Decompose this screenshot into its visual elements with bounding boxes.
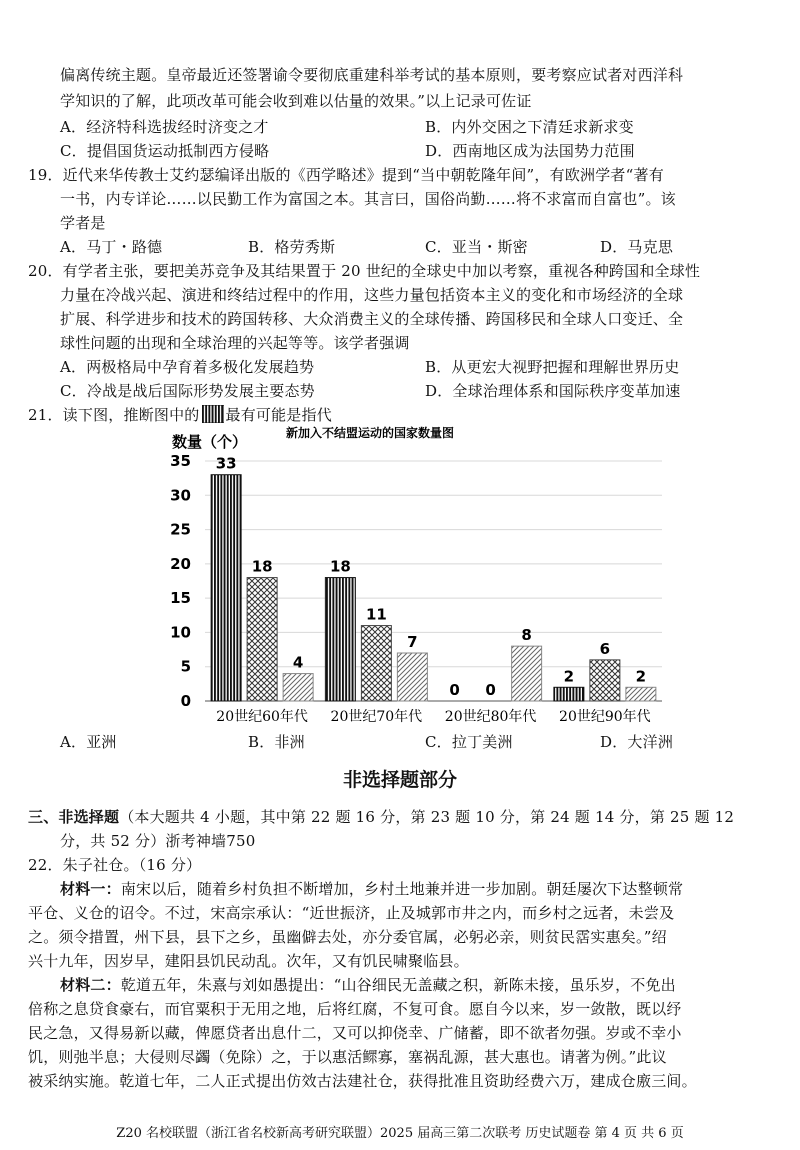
q22-material-2-line-3: 民之急，又得易新以藏，俾愿贷者出息什二，又可以抑侥幸、广储蓄，即不欲者勿强。岁或不幸小	[28, 1024, 682, 1042]
q22-material-1-line-4: 兴十九年，因岁早，建阳县饥民动乱。次年，又有饥民啸聚临县。	[28, 952, 469, 970]
bar-vertical-stripes	[554, 687, 584, 701]
bar-chart	[150, 425, 670, 730]
y-tick-label: 20	[170, 554, 191, 573]
bar-diagonal	[512, 646, 542, 701]
x-category-label: 20世纪90年代	[559, 709, 651, 725]
q21-option-c: C．拉丁美洲	[425, 733, 513, 751]
q22-title: 22．朱子社仓。（16 分）	[28, 856, 202, 874]
material-1-label: 材料一：	[60, 880, 121, 898]
q18-option-c: C．提倡国货运动抵制西方侵略	[60, 142, 270, 160]
material-2-text-1: 乾道五年，朱熹与刘如愚提出：“山谷细民无盖藏之积，新陈未接，虽乐岁，不免出	[120, 976, 676, 994]
section-desc-line-2: 分，共 52 分）浙考神墙750	[60, 832, 256, 850]
chart-title: 新加入不结盟运动的国家数量图	[285, 426, 455, 440]
q20-option-d: D．全球治理体系和国际秩序变革加速	[425, 382, 681, 400]
q19-option-b: B．格劳秀斯	[248, 238, 336, 256]
bar-crosshatch	[361, 626, 391, 701]
bar-vertical-stripes	[325, 578, 355, 701]
bar-value-label: 0	[449, 681, 460, 699]
bar-vertical-stripes	[211, 475, 241, 701]
y-tick-label: 0	[180, 692, 191, 710]
section-title: 非选择题部分	[342, 769, 457, 791]
bar-diagonal	[397, 653, 427, 701]
x-category-label: 20世纪70年代	[330, 709, 423, 725]
q19-line-2: 一书，内专详论……以民勤工作为富国之本。其言曰，国俗尚勤……将不求富而自富也”。该	[60, 190, 676, 208]
q22-material-2-line-1	[60, 974, 676, 996]
q21-option-a: A．亚洲	[60, 733, 117, 751]
bar-value-label: 0	[485, 681, 496, 699]
chart-y-axis-label: 数量（个）	[172, 433, 248, 451]
q20-line-3: 扩展、科学进步和技术的跨国转移、大众消费主义的全球传播、跨国移民和全球人口变迁、全	[60, 310, 684, 328]
q18-option-a: A．经济特科选拔经时济变之才	[60, 118, 269, 136]
q21-stem-pre: 21．读下图，推断图中的	[28, 406, 200, 424]
q22-material-1-line-2: 平仓、义仓的诏令。不过，宋高宗承认：“近世振济，止及城郭市井之内，而乡村之远者，未尝及	[28, 904, 675, 922]
vertical-stripe-swatch-icon	[202, 405, 224, 423]
y-tick-label: 30	[170, 486, 191, 505]
bar-crosshatch	[590, 660, 620, 701]
q20-option-a: A．两极格局中孕育着多极化发展趋势	[60, 358, 315, 376]
bar-value-label: 18	[329, 557, 351, 576]
bar-value-label: 7	[407, 633, 418, 651]
bar-value-label: 33	[215, 454, 237, 473]
q22-material-2-line-5: 被采纳实施。乾道七年，二人正式提出仿效古法建社仓，获得批准且资助经费六万，建成仓廒三间。	[28, 1072, 697, 1090]
bar-diagonal	[626, 687, 656, 701]
q19-option-c: C．亚当・斯密	[425, 238, 528, 256]
x-category-label: 20世纪60年代	[216, 709, 308, 725]
q19-line-1: 19．近代来华传教士艾约瑟编译出版的《西学略述》提到“当中朝乾隆年间”，有欧洲学者“著有	[28, 166, 664, 184]
q19-line-3: 学者是	[60, 214, 106, 232]
material-2-label: 材料二：	[60, 976, 121, 994]
q20-option-c: C．冷战是战后国际形势发展主要态势	[60, 382, 315, 400]
intro-line-2: 学知识的了解，此项改革可能会收到难以估量的效果。”以上记录可佐证	[60, 92, 532, 110]
q22-material-1-line-3: 之。须令措置，州下县，县下之乡，虽幽僻去处，亦分委官属，必躬必亲，则贫民霑实惠矣。”绍	[28, 928, 667, 946]
y-tick-label: 5	[180, 657, 191, 676]
bar-value-label: 2	[635, 667, 647, 686]
section-desc-line-1	[28, 806, 734, 828]
bar-diagonal	[283, 674, 313, 701]
q20-option-b: B．从更宏大视野把握和理解世界历史	[425, 358, 680, 376]
q21-stem-post: 最有可能是指代	[225, 406, 332, 424]
bar-value-label: 8	[521, 626, 532, 645]
bar-value-label: 18	[251, 557, 273, 576]
section-desc-1: （本大题共 4 小题，其中第 22 题 16 分，第 23 题 10 分，第 24 题 14 分，第 25 题 12	[119, 808, 735, 826]
q21-option-d: D．大洋洲	[600, 733, 674, 751]
material-1-text-1: 南宋以后，随着乡村负担不断增加，乡村土地兼并进一步加剧。朝廷屡次下达整顿常	[120, 880, 684, 898]
q21-stem	[28, 404, 332, 426]
section-heading: 三、非选择题	[28, 808, 120, 826]
y-tick-label: 25	[170, 520, 191, 539]
q18-option-b: B．内外交困之下清廷求新求变	[425, 118, 634, 136]
q22-material-2-line-4: 饥，则弛半息；大侵则尽蠲（免除）之，于以惠活鳏寡，塞祸乱源，甚大惠也。请著为例。”此议	[28, 1048, 667, 1066]
q22-material-1-line-1	[60, 878, 683, 900]
bar-value-label: 6	[599, 639, 611, 658]
q18-option-d: D．西南地区成为法国势力范围	[425, 142, 635, 160]
page-footer: Z20 名校联盟（浙江省名校新高考研究联盟）2025 届高三第二次联考 历史试题卷 第 4 页 共 6 页	[116, 1126, 684, 1141]
bar-crosshatch	[247, 578, 277, 701]
bar-value-label: 4	[292, 653, 304, 672]
q20-line-2: 力量在冷战兴起、演进和终结过程中的作用，这些力量包括资本主义的变化和市场经济的全球	[60, 286, 684, 304]
q19-option-d: D．马克思	[600, 238, 674, 256]
bar-value-label: 11	[365, 605, 387, 624]
intro-line-1: 偏离传统主题。皇帝最近还签署谕令要彻底重建科举考试的基本原则，要考察应试者对西洋科	[60, 66, 684, 84]
x-category-label: 20世纪80年代	[444, 709, 537, 725]
q19-option-a: A．马丁・路德	[60, 238, 163, 256]
y-tick-label: 15	[170, 589, 191, 608]
y-tick-label: 35	[170, 452, 191, 470]
q22-material-2-line-2: 倍称之息贷食豪右，而官粟积于无用之地，后将红腐，不复可食。愿自今以来，岁一敛散，既以纾	[28, 1000, 682, 1018]
y-tick-label: 10	[170, 623, 191, 642]
q20-line-1: 20．有学者主张，要把美苏竞争及其结果置于 20 世纪的全球史中加以考察，重视各种跨国和全球性	[28, 262, 701, 280]
bar-value-label: 2	[563, 667, 575, 686]
q20-line-4: 球性问题的出现和全球治理的兴起等等。该学者强调	[60, 334, 410, 352]
chart-data-labels	[216, 455, 646, 699]
q21-option-b: B．非洲	[248, 733, 305, 751]
